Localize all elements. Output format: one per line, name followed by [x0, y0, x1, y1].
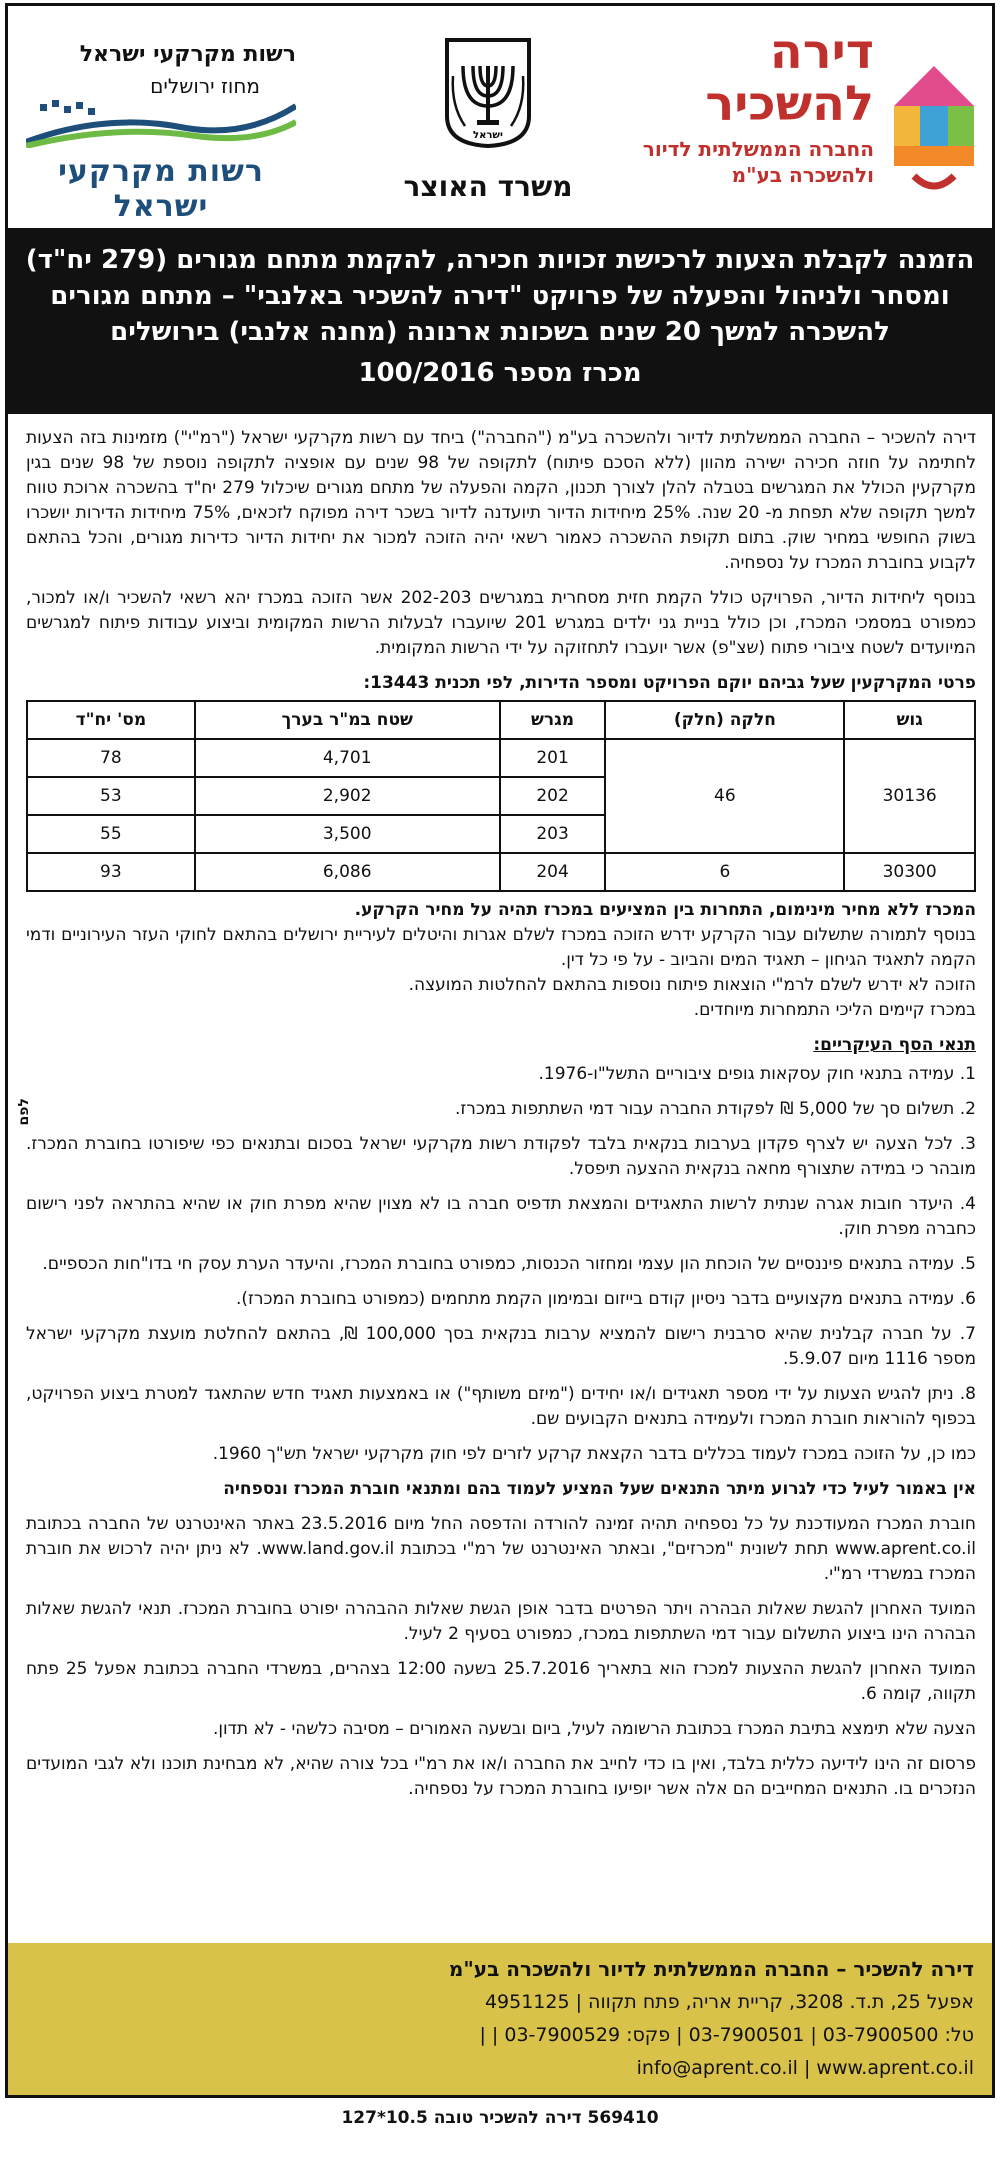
condition-item: 1. עמידה בתנאי חוק עסקאות גופים ציבוריים התשל"ו-1976.: [538, 1064, 976, 1084]
paragraph-deadline: המועד האחרון להגשת ההצעות למכרז הוא בתאריך 25.7.2016 בשעה 12:00 בצהרים, במשרדי החברה בכתובת אפעל 25 פתח תקווה, קומה 6.: [26, 1659, 976, 1704]
hills-icon: [26, 98, 296, 148]
advertisement-body: [26, 426, 976, 1812]
helka-cell: 6: [605, 853, 844, 891]
paragraph-foreigners: כמו כן, על הזוכה במכרז לעמוד בכללים בדבר הקצאת קרקע לזרים לפי חוק מקרקעי ישראל תש"ך 1960.: [212, 1444, 976, 1464]
area-cell: 3,500: [195, 815, 500, 853]
condition-item: 6. עמידה בתנאים מקצועיים בדבר ניסיון קודם בייזום ובמימון הקמת מתחמים (כמפורט בחוברת המכרז).: [235, 1289, 976, 1309]
header-helka: חלקה (חלק): [605, 701, 844, 739]
advertisement-page: [5, 3, 995, 2098]
paragraph-intro: דירה להשכיר – החברה הממשלתית לדיור ולהשכרה בע"מ ("החברה") ביחד עם רשות מקרקעי ישראל ("רמ"י") מזמינות בזה הצעות לחתימה על חוזה חכירה ישירה מהוון (ללא הסכם פיתוח) לתקופה של 98 שנים עם אופציה לתקופה נוספת של 98 שנים בגין מקרקעין הכולל את המגרשים בטבלה להלן לצורך תכנון, הקמה והפעלה של מתחם מגורים שיכלול 279 יח"ד בהשכרה ארוכת טווח למשך תקופה שלא תפחת מ- 20 שנה. 25% מיחידות הדיור תיועדנה לדיור בשכר דירה מפוקח לזכאים, 75% מיחידות הדירות יושכרו בשוק החופשי במחיר שוק. בתום תקופת ההשכרה כאמור רשאי יהיה הזוכה למכור את יחידות הדיור כדירות מגורים, והכל בהתאם לקבוע בחוברת המכרז על נספחיה.: [26, 428, 976, 573]
no-minimum-price-note: המכרז ללא מחיר מינימום, התחרות בין המציעים במכרז תהיה על מחיר הקרקע.: [354, 900, 976, 920]
title-line-3: להשכרה למשך 20 שנים בשכונת ארנונה (מחנה אלנבי) בירושלים: [110, 317, 890, 347]
header-area: שטח במ"ר בערך: [195, 701, 500, 739]
aprent-title-line2: להשכיר: [705, 76, 874, 132]
header-gush: גוש: [844, 701, 975, 739]
paragraph-development: הזוכה לא ידרש לשלם לרמ"י הוצאות פיתוח נוספות בהתאם להחלטות המועצה.: [408, 975, 976, 995]
treasury-logo: [368, 36, 608, 206]
house-icon: [884, 46, 984, 196]
table-row: [27, 853, 975, 891]
footer-phones: טל: 03-7900500 | 03-7900501 | פקס: 03-7900529 | |: [479, 2024, 974, 2046]
condition-item: 3. לכל הצעה יש לצרף פקדון בערבות בנקאית בלבד לפקודת רשות מקרקעי ישראל בסכום ובתנאים כפי שיפורטו בחוברת המכרז. מובהר כי במידה שתצורף מחאה בנקאית ההצעה תיפסל.: [26, 1134, 976, 1179]
menorah-emblem-icon: [443, 36, 533, 148]
table-header-row: [27, 701, 975, 739]
treasury-name: משרד האוצר: [403, 170, 573, 203]
condition-item: 5. עמידה בתנאים פיננסיים של הוכחת הון עצמי ומחזור הכנסות, כמפורט בחוברת המכרז, והיעדר הערת עסק חי בדו"חות הכספיים.: [42, 1254, 976, 1274]
publication-caption: 569410 דירה להשכיר טובה 10.5*127: [341, 2108, 659, 2128]
migrash-cell: 201: [500, 739, 606, 777]
paragraph-general-notice: פרסום זה הינו לידיעה כללית בלבד, ואין בו כדי לחייב את החברה ו/או את רמ"י בכל צורה שהיא, לא מבחינת תוכנו ולא לגבי המועדים הנזכרים בו. התנאים המחייבים הם אלה אשר יופיעו בחוברת המכרז על נספחיה.: [26, 1754, 976, 1799]
header-migrash: מגרש: [500, 701, 606, 739]
side-mark: לפם: [16, 1098, 32, 1126]
logo-header: [8, 6, 992, 228]
migrash-cell: 204: [500, 853, 606, 891]
paragraph-disclaimer-bold: אין באמור לעיל כדי לגרוע מיתר התנאים שעל המציע לעמוד בהם ומתנאי חוברת המכרז ונספחיה: [223, 1479, 976, 1499]
table-caption: פרטי המקרקעין שעל גביהם יוקם הפרויקט ומספר הדירות, לפי תכנית 13443:: [363, 673, 976, 693]
units-cell: 55: [27, 815, 195, 853]
title-band: [8, 228, 992, 414]
land-authority-name: רשות מקרקעי ישראל: [79, 42, 296, 67]
land-authority-wordmark: רשות מקרקעי ישראל: [58, 154, 264, 224]
land-district: מחוז ירושלים: [150, 74, 260, 98]
units-cell: 93: [27, 853, 195, 891]
aprent-sub-line1: החברה הממשלתית לדיור: [642, 137, 874, 161]
condition-item: 8. ניתן להגיש הצעות על ידי מספר תאגידים ו/או יחידים ("מיזם משותף") או באמצעות תאגיד חדש שהתאגד למטרת ביצוע הפרויקט, בכפוף להוראות חוברת המכרז ולעמידה בתנאים הקבועים שם.: [26, 1384, 976, 1429]
units-cell: 78: [27, 739, 195, 777]
area-cell: 4,701: [195, 739, 500, 777]
parcels-table: [26, 700, 976, 892]
units-cell: 53: [27, 777, 195, 815]
svg-text:ישראל: ישראל: [473, 130, 503, 141]
tender-number: מכרז מספר 100/2016: [358, 358, 642, 388]
paragraph-fees: בנוסף לתמורה שתשלום עבור הקרקע ידרש הזוכה במכרז לשלם אגרות והיטלים לעיריית ירושלים בהתאם לחוקי העזר העירוניים ודמי הקמה לתאגיד הגיחון – תאגיד המים והביוב - על פי כל דין.: [26, 925, 976, 970]
condition-item: 2. תשלום סך של 5,000 ₪ לפקודת החברה עבור דמי השתתפות במכרז.: [454, 1099, 976, 1119]
migrash-cell: 203: [500, 815, 606, 853]
land-authority-logo: [26, 36, 296, 224]
gush-cell: 30136: [844, 739, 975, 853]
table-row: [27, 739, 975, 777]
footer-address: אפעל 25, ת.ד. 3208, קריית אריה, פתח תקווה | 4951125: [484, 1991, 974, 2013]
paragraph-late-bid: הצעה שלא תימצא בתיבת המכרז בכתובת הרשומה לעיל, ביום ובשעה האמורים – מסיבה כלשהי - לא תדון.: [212, 1719, 976, 1739]
area-cell: 6,086: [195, 853, 500, 891]
header-units: מס' יח"ד: [27, 701, 195, 739]
aprent-logo: [642, 24, 984, 206]
footer-company: דירה להשכיר – החברה הממשלתית לדיור ולהשכרה בע"מ: [448, 1957, 974, 1981]
paragraph-download: חוברת המכרז המעודכנת על כל נספחיה תהיה זמינה להורדה והדפסה החל מיום 23.5.2016 באתר האינטרנט של החברה בכתובת www.aprent.co.il תחת לשונית "מכרזים", ובאתר האינטרנט של רמ"י בכתובת www.land.gov.il. לא ניתן יהיה לרכוש את חוברת המכרז במשרדי רמ"י.: [26, 1514, 976, 1584]
helka-cell: 46: [605, 739, 844, 853]
condition-item: 7. על חברה קבלנית שהיא סרבנית רישום להמציא ערבות בנקאית בסך 100,000 ₪, בהתאם להחלטת מועצת מקרקעי ישראל מספר 1116 מיום 5.9.07.: [26, 1324, 976, 1369]
paragraph-bidding: במכרז קיימים הליכי התמחרות מיוחדים.: [693, 1000, 976, 1020]
footer-web: info@aprent.co.il | www.aprent.co.il: [636, 2057, 974, 2079]
area-cell: 2,902: [195, 777, 500, 815]
migrash-cell: 202: [500, 777, 606, 815]
paragraph-questions: המועד האחרון להגשת שאלות הבהרה ויתר הפרטים בדבר אופן הגשת שאלות ההבהרה יפורט בחוברת המכרז. תנאי להגשת שאלות הבהרה הינו ביצוע התשלום עבור דמי השתתפות במכרז, כמפורט בסעיף 2 לעיל.: [26, 1599, 976, 1644]
aprent-sub-line2: ולהשכרה בע"מ: [731, 163, 874, 187]
condition-item: 4. היעדר חובות אגרה שנתית לרשות התאגידים והמצאת תדפיס חברה בו לא מצוין שהיא מפרת חוק או שהיא בהתראה לפני רישום כחברה מפרת חוק.: [26, 1194, 976, 1239]
gush-cell: 30300: [844, 853, 975, 891]
conditions-title: תנאי הסף העיקריים:: [813, 1035, 976, 1055]
contact-footer: [8, 1943, 992, 2095]
title-line-1: הזמנה לקבלת הצעות לרכישת זכויות חכירה, להקמת מתחם מגורים (279 יח"ד): [25, 245, 975, 275]
paragraph-commercial: בנוסף ליחידות הדיור, הפרויקט כולל הקמת חזית מסחרית במגרשים 202-203 אשר הזוכה במכרז יהא רשאי להשכיר ו/או למכור, כמפורט במסמכי המכרז, וכן כולל בניית גני ילדים במגרש 201 שיועברו לבעלות הרשות המקומית וביצוע עבודות פיתוח למגרשים המיועדים לשטח ציבורי פתוח (שצ"פ) אשר יועברו לתחזוקה על ידי הרשות המקומית.: [26, 588, 977, 658]
title-line-2: ומסחר ולניהול והפעלה של פרויקט "דירה להשכיר באלנבי" – מתחם מגורים: [50, 281, 950, 311]
aprent-title-line1: דירה: [769, 24, 874, 80]
